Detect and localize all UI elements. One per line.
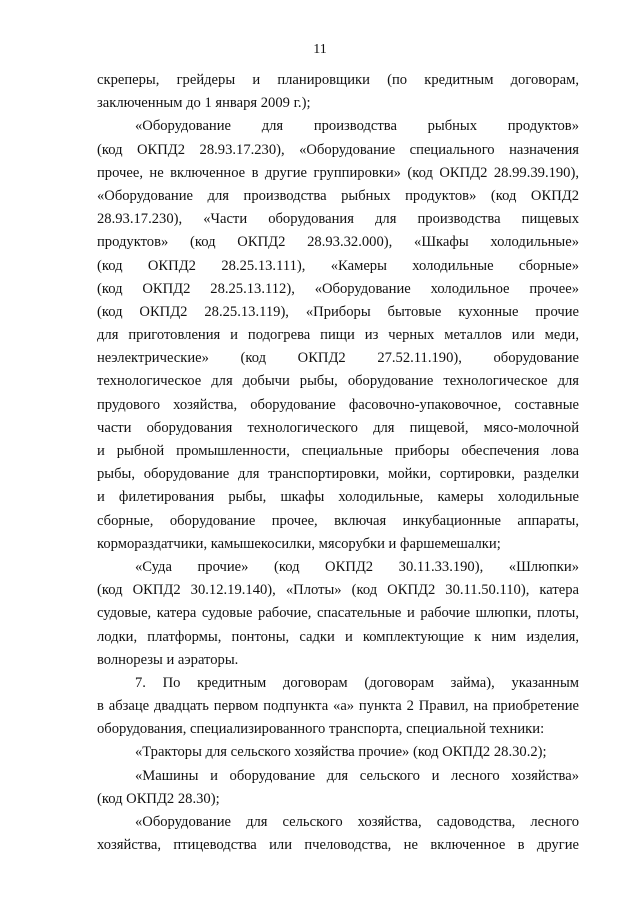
text-line: «Машины и оборудование для сельского и лесного хозяйства» [135,767,579,784]
document-body [97,69,579,857]
text-line: технологическое для добычи рыбы, оборудование технологическое для [97,373,579,390]
paragraph [97,672,579,742]
text-line: «Тракторы для сельского хозяйства прочие» (код ОКПД2 28.30.2); [135,744,547,761]
paragraph [97,811,579,857]
paragraph [97,765,579,811]
text-line: сборные, оборудование прочее, включая инкубационные аппараты, [97,512,579,529]
text-line: 28.93.17.230), «Части оборудования для производства пищевых [97,211,579,228]
text-line: (код ОКПД2 28.93.17.230), «Оборудование специального назначения [97,141,579,158]
text-line: части оборудования технологического для пищевой, мясо-молочной [97,419,579,436]
text-line: «Оборудование для производства рыбных продуктов» (код ОКПД2 [97,187,579,204]
text-line: 7. По кредитным договорам (договорам займа), указанным [135,674,579,691]
page-number: 11 [313,42,327,57]
text-line: для приготовления и подогрева пищи из черных металлов или меди, [97,327,579,344]
text-line: (код ОКПД2 28.25.13.112), «Оборудование холодильное прочее» [97,280,579,297]
text-line: волнорезы и аэраторы. [97,651,239,668]
text-line: хозяйства, птицеводства или пчеловодства, не включенное в другие [97,837,579,854]
text-line: продуктов» (код ОКПД2 28.93.32.000), «Шкафы холодильные» [97,234,579,251]
text-line: (код ОКПД2 28.25.13.111), «Камеры холодильные сборные» [97,257,579,274]
text-line: заключенным до 1 января 2009 г.); [97,95,311,112]
text-line: скреперы, грейдеры и планировщики (по кредитным договорам, [97,72,579,88]
paragraph [97,741,579,764]
text-line: «Суда прочие» (код ОКПД2 30.11.33.190), «Шлюпки» [135,558,579,575]
text-line: (код ОКПД2 30.12.19.140), «Плоты» (код ОКПД2 30.11.50.110), катера [97,582,579,599]
paragraph [97,115,579,556]
text-line: (код ОКПД2 28.30); [97,790,220,807]
paragraph [97,556,579,672]
text-line: лодки, платформы, понтоны, садки и комплектующие к ним изделия, [97,628,579,645]
text-line: прочее, не включенное в другие группировки» (код ОКПД2 28.99.39.190), [97,164,579,181]
text-line: оборудования, специализированного транспорта, специальной техники: [97,721,545,738]
text-line: судовые, катера судовые рабочие, спасательные и рабочие шлюпки, плоты, [97,605,579,622]
text-line: в абзаце двадцать первом подпункта «а» пункта 2 Правил, на приобретение [97,698,579,715]
text-line: «Оборудование для производства рыбных продуктов» [135,118,579,135]
text-line: прудового хозяйства, оборудование фасовочно-упаковочное, составные [97,396,579,413]
text-line: кормораздатчики, камышекосилки, мясорубки и фаршемешалки; [97,535,501,552]
text-line: и филетирования рыбы, шкафы холодильные, камеры холодильные [97,489,579,506]
text-line: «Оборудование для сельского хозяйства, садоводства, лесного [135,814,579,830]
paragraph [97,69,579,115]
text-line: и рыбной промышленности, специальные приборы обеспечения лова [97,443,579,459]
text-line: (код ОКПД2 28.25.13.119), «Приборы бытовые кухонные прочие [97,303,579,320]
text-line: рыбы, оборудование для транспортировки, мойки, сортировки, разделки [97,466,579,483]
text-line: неэлектрические» (код ОКПД2 27.52.11.190), оборудование [97,350,579,367]
